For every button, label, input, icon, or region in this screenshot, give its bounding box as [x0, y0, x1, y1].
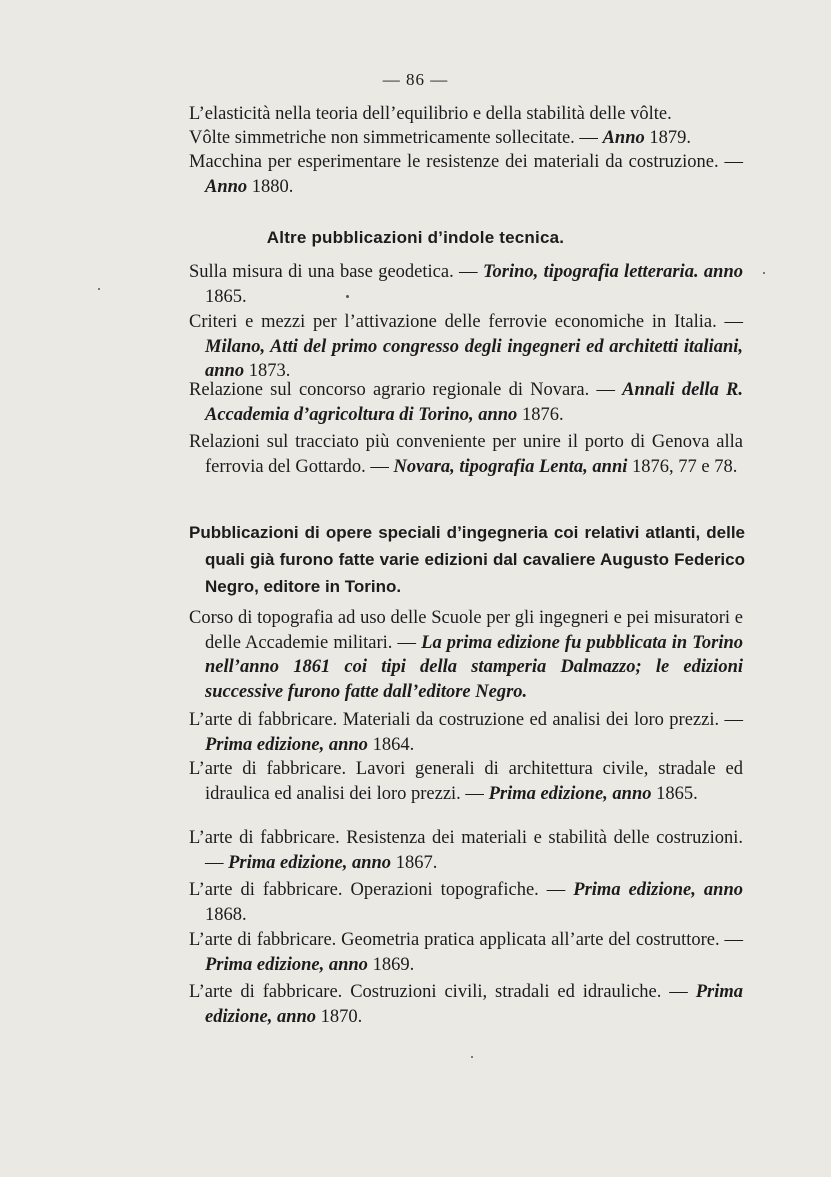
section-heading-technical: Altre pubblicazioni d’indole tecnica.: [266, 228, 565, 247]
bibliography-entry: Criteri e mezzi per l’attivazione delle ferrovie economiche in Italia. — Milano, Atti del primo congresso degli ingegneri ed architetti italiani, anno 1873.: [189, 312, 743, 381]
ink-speck: [763, 272, 765, 274]
bibliography-entry: Relazioni sul tracciato più conveniente per unire il porto di Genova alla ferrovia del Gottardo. — Novara, tipografia Lenta, anni 1876, 77 e 78.: [189, 432, 743, 477]
bibliography-entry: L’elasticità nella teoria dell’equilibrio e della stabilità delle vôlte.: [189, 104, 672, 124]
bibliography-entry: Relazione sul concorso agrario regionale di Novara. — Annali della R. Accademia d’agricoltura di Torino, anno 1876.: [189, 380, 743, 425]
bibliography-entry: L’arte di fabbricare. Lavori generali di architettura civile, stradale ed idraulica ed analisi dei loro prezzi. — Prima edizione, anno 1865.: [189, 759, 743, 804]
section-heading-works: Pubblicazioni di opere speciali d’ingegneria coi relativi atlanti, delle quali già furono fatte varie edizioni dal cavaliere Augusto Federico Negro, editore in Torino.: [189, 523, 745, 596]
bibliography-entry: Sulla misura di una base geodetica. — Torino, tipografia letteraria. anno 1865.: [189, 262, 744, 307]
bibliography-entry: L’arte di fabbricare. Materiali da costruzione ed analisi dei loro prezzi. — Prima edizione, anno 1864.: [189, 710, 743, 755]
bibliography-entry: L’arte di fabbricare. Costruzioni civili, stradali ed idrauliche. — Prima edizione, anno 1870.: [189, 982, 743, 1027]
ink-speck: [346, 295, 349, 298]
bibliography-entry: Macchina per esperimentare le resistenze dei materiali da costruzione. — Anno 1880.: [189, 152, 743, 197]
bibliography-entry: L’arte di fabbricare. Geometria pratica applicata all’arte del costruttore. — Prima edizione, anno 1869.: [189, 930, 743, 975]
bibliography-entry: Vôlte simmetriche non simmetricamente sollecitate. — Anno 1879.: [189, 128, 691, 148]
page-number: — 86 —: [382, 70, 449, 89]
bibliography-entry: Corso di topografia ad uso delle Scuole per gli ingegneri e pei misuratori e delle Accademie militari. — La prima edizione fu pubblicata in Torino nell’anno 1861 coi tipi della stamperia Dalmazzo; le edizioni successive furono fatte dall’editore Negro.: [189, 608, 744, 702]
ink-speck: [98, 288, 100, 290]
bibliography-entry: L’arte di fabbricare. Operazioni topografiche. — Prima edizione, anno 1868.: [189, 880, 743, 925]
bibliography-entry: L’arte di fabbricare. Resistenza dei materiali e stabilità delle costruzioni. — Prima edizione, anno 1867.: [189, 828, 743, 873]
ink-speck: [471, 1056, 473, 1058]
